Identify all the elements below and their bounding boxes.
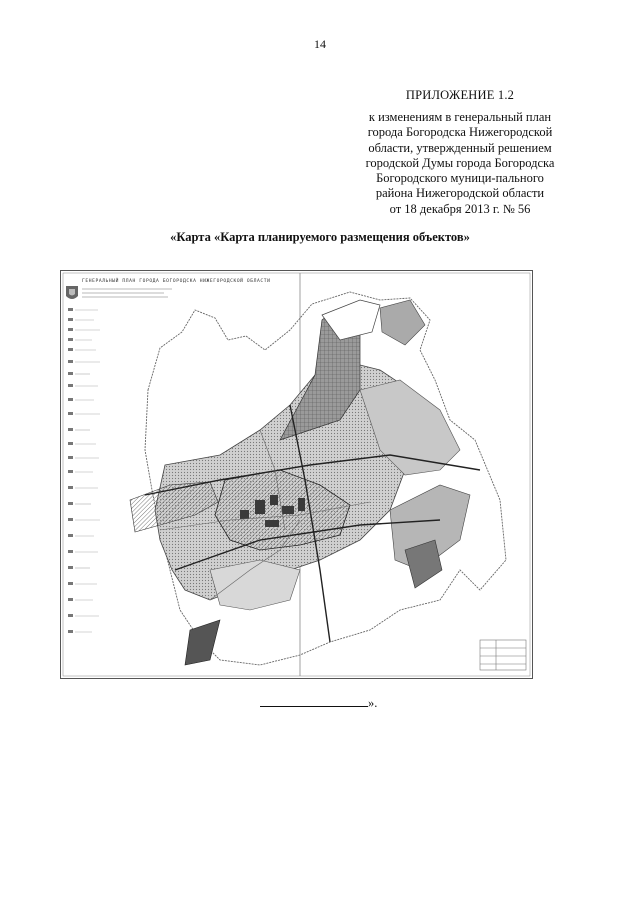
signature-blank xyxy=(260,695,368,707)
closing-line xyxy=(260,695,377,711)
appendix-line: городской Думы города Богородска xyxy=(365,155,555,170)
coat-of-arms-icon xyxy=(66,286,78,299)
appendix-line: Богородского муници-пального xyxy=(376,171,544,186)
page-number: 14 xyxy=(314,37,326,51)
map-image xyxy=(60,270,533,679)
appendix-title: ПРИЛОЖЕНИЕ 1.2 xyxy=(405,88,515,102)
appendix-line: от 18 декабря 2013 г. № 56 xyxy=(389,201,531,216)
map-header-title: ГЕНЕРАЛЬНЫЙ ПЛАН ГОРОДА БОГОРОДСКА НИЖЕГОРОДСКОЙ ОБЛАСТИ xyxy=(82,279,271,284)
appendix-line: области, утвержденный решением xyxy=(368,140,552,155)
appendix-line: района Нижегородской области xyxy=(375,186,545,201)
appendix-line: города Богородска Нижегородской xyxy=(367,125,553,140)
appendix-line: к изменениям в генеральный план xyxy=(368,110,552,124)
closing-quote: ». xyxy=(368,696,378,710)
map-figure xyxy=(60,270,533,679)
appendix-details xyxy=(340,110,580,217)
map-title: «Карта «Карта планируемого размещения объектов» xyxy=(170,230,470,244)
